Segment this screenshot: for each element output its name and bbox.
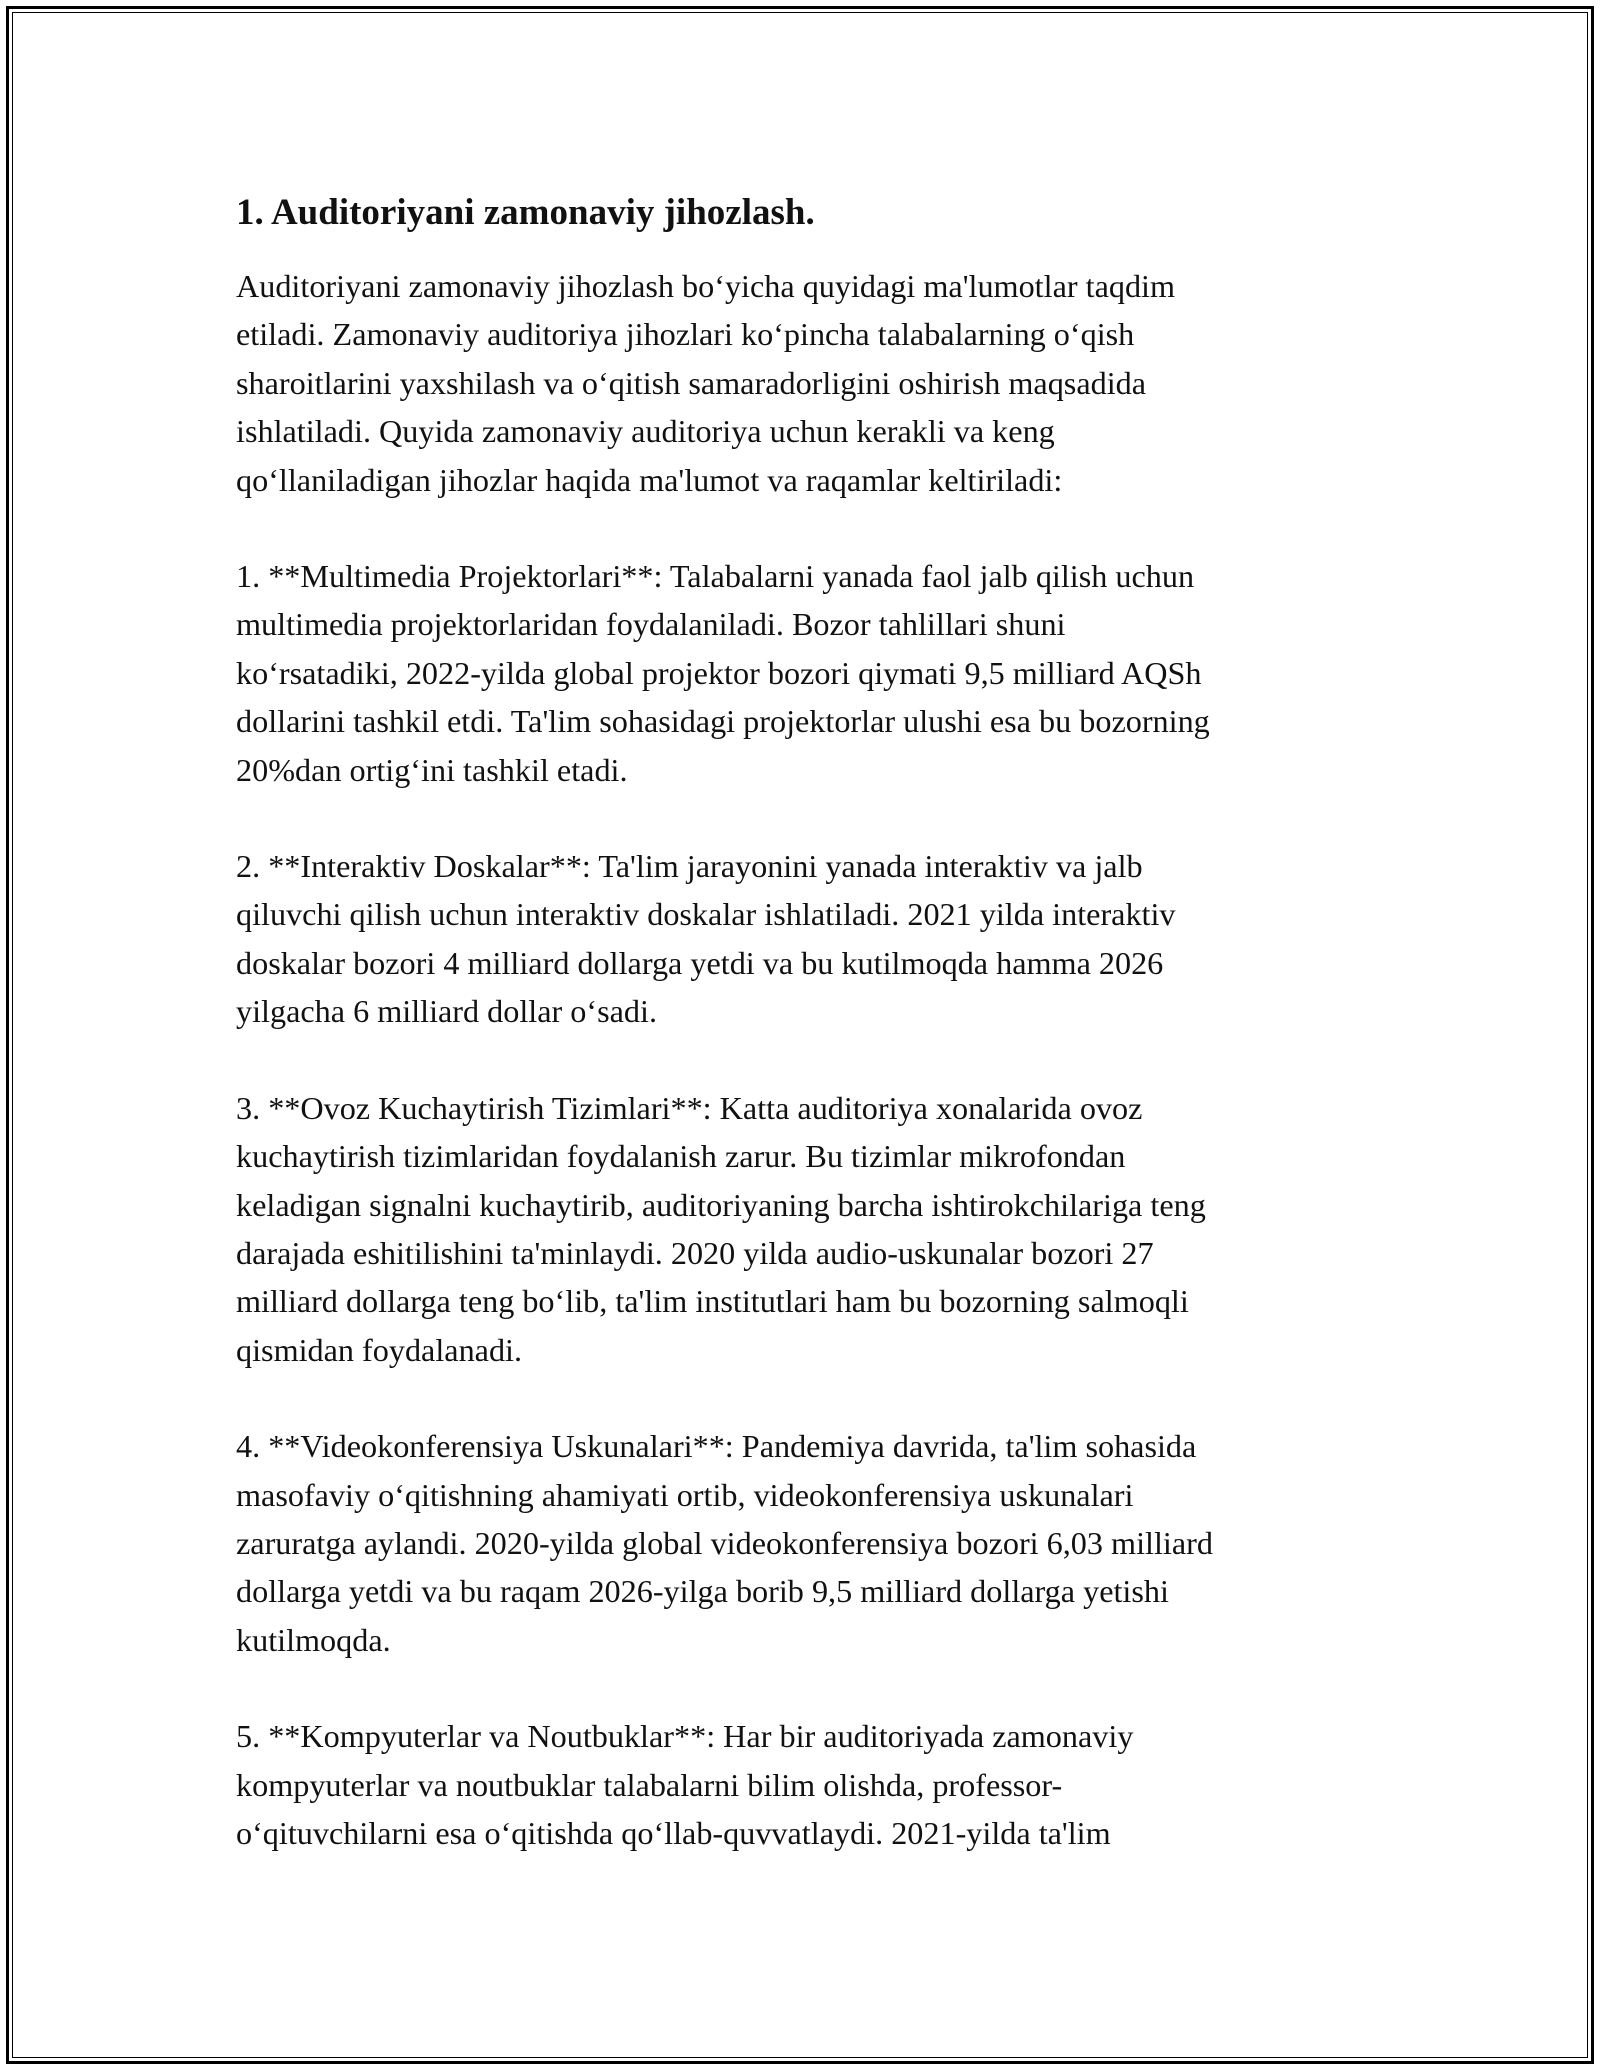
text-line: o‘qituvchilarni esa o‘qitishda qo‘llab-quvvatlaydi. 2021-yilda ta'lim [236, 1814, 1111, 1851]
text-line: doskalar bozori 4 milliard dollarga yetdi va bu kutilmoqda hamma 2026 [236, 944, 1164, 981]
text-line: 20%dan ortig‘ini tashkil etadi. [236, 751, 628, 788]
text-line: qo‘llaniladigan jihozlar haqida ma'lumot va raqamlar keltiriladi: [236, 461, 1063, 498]
text-line: kuchaytirish tizimlaridan foydalanish zarur. Bu tizimlar mikrofondan [236, 1138, 1126, 1175]
text-line: keladigan signalni kuchaytirib, auditoriyaning barcha ishtirokchilariga teng [236, 1186, 1206, 1223]
text-line: 2. **Interaktiv Doskalar**: Ta'lim jarayonini yanada interaktiv va jalb [236, 848, 1143, 885]
text-line: ko‘rsatadiki, 2022-yilda global projektor bozori qiymati 9,5 milliard AQSh [236, 654, 1202, 691]
text-line: qiluvchi qilish uchun interaktiv doskalar ishlatiladi. 2021 yilda interaktiv [236, 896, 1176, 933]
paragraph-intro [236, 262, 1366, 504]
text-line: dollarga yetdi va bu raqam 2026-yilga borib 9,5 milliard dollarga yetishi [236, 1573, 1169, 1610]
text-line: yilgacha 6 milliard dollar o‘sadi. [236, 993, 657, 1030]
text-line: kompyuterlar va noutbuklar talabalarni bilim olishda, professor- [236, 1766, 1063, 1803]
text-line: dollarini tashkil etdi. Ta'lim sohasidagi projektorlar ulushi esa bu bozorning [236, 703, 1210, 740]
text-line: 1. **Multimedia Projektorlari**: Talabalarni yanada faol jalb qilish uchun [236, 558, 1195, 595]
text-line: ishlatiladi. Quyida zamonaviy auditoriya uchun kerakli va keng [236, 413, 1055, 450]
paragraph-interactive-boards [236, 842, 1366, 1036]
paragraph-sound-systems [236, 1084, 1366, 1374]
text-line: 5. **Kompyuterlar va Noutbuklar**: Har bir auditoriyada zamonaviy [236, 1718, 1134, 1755]
section-heading: 1. Auditoriyani zamonaviy jihozlash. [236, 192, 815, 233]
text-line: milliard dollarga teng bo‘lib, ta'lim institutlari ham bu bozorning salmoqli [236, 1283, 1189, 1320]
document-body [236, 186, 1366, 1905]
text-line: qismidan foydalanadi. [236, 1331, 523, 1368]
text-line: darajada eshitilishini ta'minlaydi. 2020 yilda audio-uskunalar bozori 27 [236, 1234, 1154, 1271]
text-line: masofaviy o‘qitishning ahamiyati ortib, videokonferensiya uskunalari [236, 1476, 1134, 1513]
text-line: multimedia projektorlaridan foydalaniladi. Bozor tahlillari shuni [236, 606, 1066, 643]
paragraph-computers [236, 1712, 1366, 1857]
text-line: Auditoriyani zamonaviy jihozlash bo‘yicha quyidagi ma'lumotlar taqdim [236, 268, 1176, 304]
text-line: sharoitlarini yaxshilash va o‘qitish samaradorligini oshirish maqsadida [236, 364, 1147, 401]
text-line: zaruratga aylandi. 2020-yilda global videokonferensiya bozori 6,03 milliard [236, 1524, 1213, 1561]
paragraph-projectors [236, 552, 1366, 794]
text-line: kutilmoqda. [236, 1621, 391, 1658]
text-line: etiladi. Zamonaviy auditoriya jihozlari ko‘pincha talabalarning o‘qish [236, 316, 1135, 353]
paragraph-videoconference [236, 1422, 1366, 1664]
text-line: 3. **Ovoz Kuchaytirish Tizimlari**: Katta auditoriya xonalarida ovoz [236, 1089, 1143, 1126]
text-line: 4. **Videokonferensiya Uskunalari**: Pandemiya davrida, ta'lim sohasida [236, 1428, 1197, 1465]
